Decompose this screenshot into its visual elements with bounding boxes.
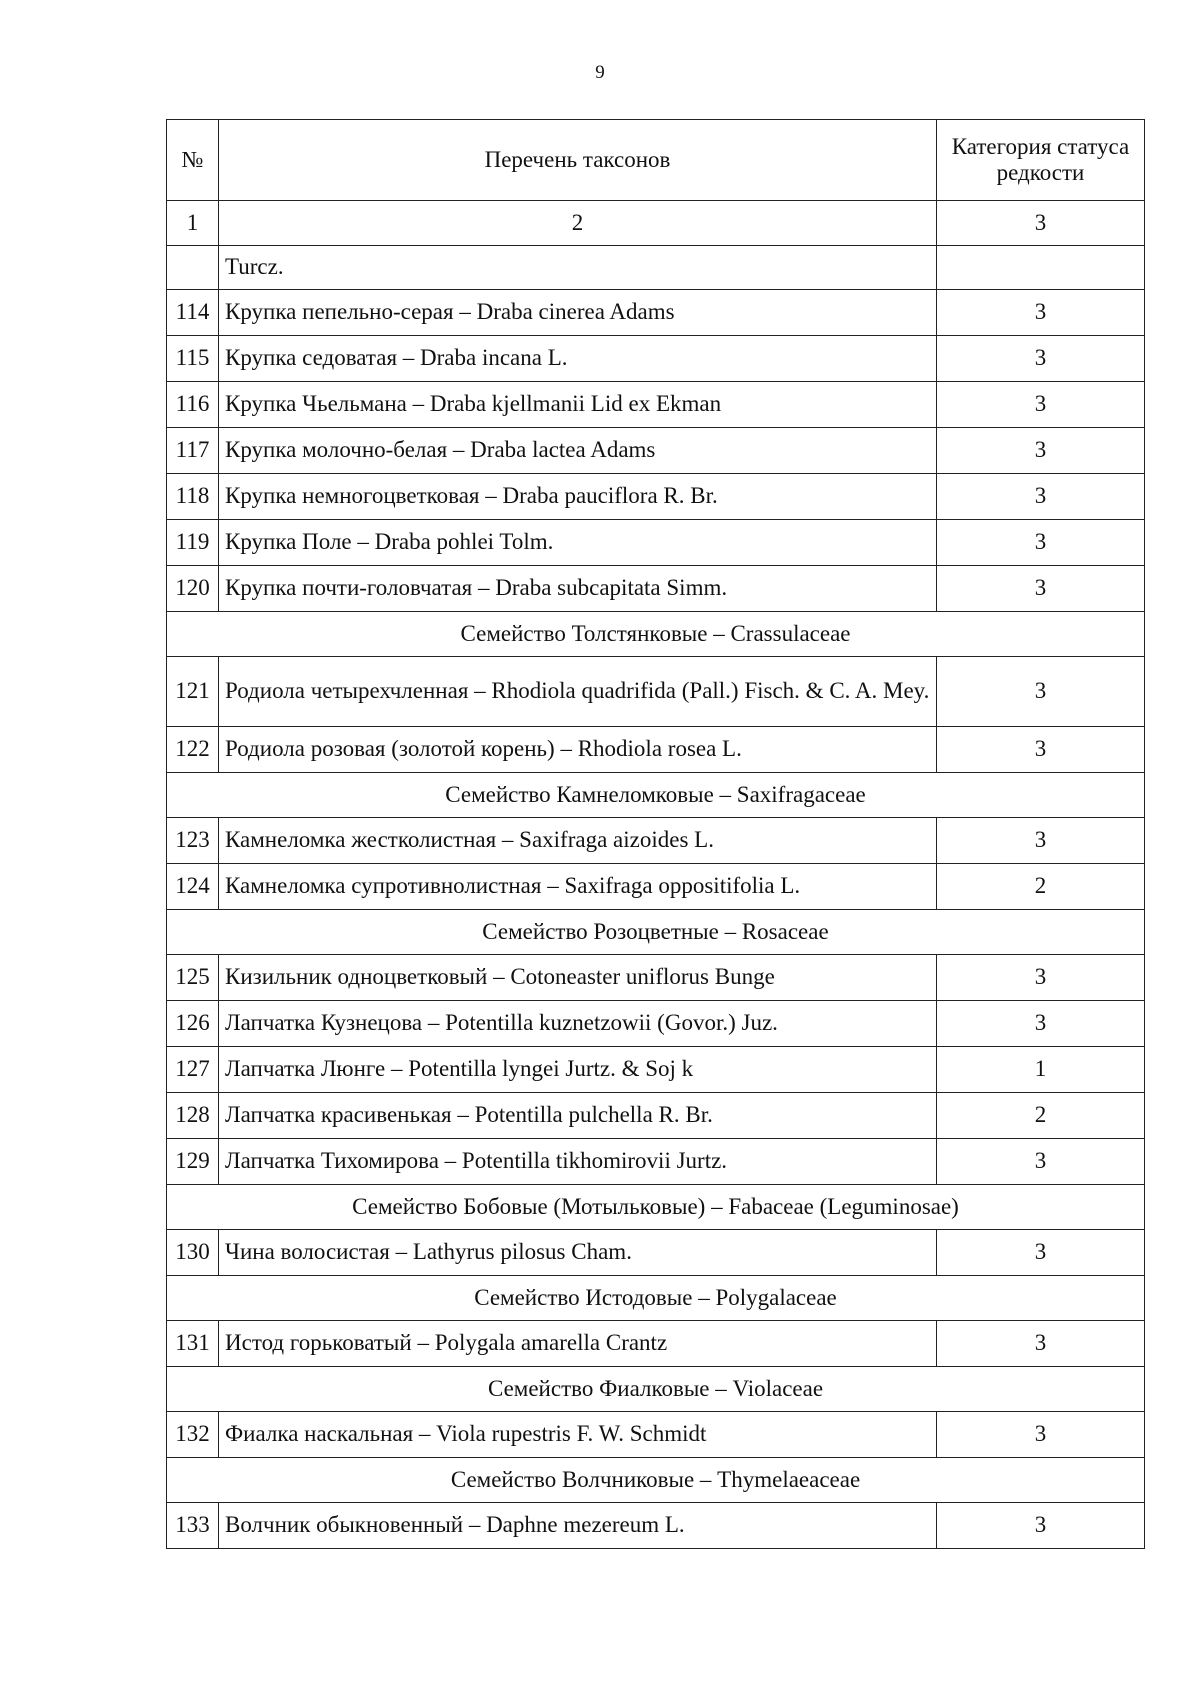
taxon-name: Крупка немногоцветковая – Draba pauciflora R. Br.: [219, 474, 937, 520]
rarity-category: [937, 246, 1145, 290]
family-name: Семейство Фиалковые – Violaceae: [167, 1367, 1145, 1412]
row-number: [167, 246, 219, 290]
row-number: 122: [167, 727, 219, 773]
column-index-2: 2: [219, 201, 937, 246]
header-rarity-category: Категория статуса редкости: [937, 120, 1145, 201]
rarity-category: 3: [937, 955, 1145, 1001]
taxon-name: Родиола четырехчленная – Rhodiola quadrifida (Pall.) Fisch. & C. A. Mey.: [219, 657, 937, 727]
row-number: 118: [167, 474, 219, 520]
rarity-category: 3: [937, 1321, 1145, 1367]
row-number: 125: [167, 955, 219, 1001]
taxon-name: Фиалка наскальная – Viola rupestris F. W. Schmidt: [219, 1412, 937, 1458]
rarity-category: 3: [937, 1503, 1145, 1549]
taxon-name: Лапчатка Тихомирова – Potentilla tikhomirovii Jurtz.: [219, 1139, 937, 1185]
table-row: [167, 727, 1145, 773]
rarity-category: 3: [937, 1139, 1145, 1185]
taxon-name: Камнеломка супротивнолистная – Saxifraga oppositifolia L.: [219, 864, 937, 910]
rarity-category: 3: [937, 727, 1145, 773]
column-index-3: 3: [937, 201, 1145, 246]
row-number: 133: [167, 1503, 219, 1549]
family-row: [167, 1276, 1145, 1321]
table-row: [167, 1230, 1145, 1276]
row-number: 121: [167, 657, 219, 727]
rarity-category: 3: [937, 474, 1145, 520]
table-row: [167, 474, 1145, 520]
table-row: [167, 955, 1145, 1001]
taxon-name: Камнеломка жестколистная – Saxifraga aizoides L.: [219, 818, 937, 864]
family-name: Семейство Толстянковые – Crassulaceae: [167, 612, 1145, 657]
header-row: [167, 120, 1145, 201]
family-row: [167, 1458, 1145, 1503]
rarity-category: 2: [937, 864, 1145, 910]
row-number: 131: [167, 1321, 219, 1367]
family-name: Семейство Розоцветные – Rosaceae: [167, 910, 1145, 955]
taxon-name: Крупка молочно-белая – Draba lactea Adams: [219, 428, 937, 474]
table-row: [167, 864, 1145, 910]
rarity-category: 3: [937, 290, 1145, 336]
family-row: [167, 773, 1145, 818]
family-name: Семейство Бобовые (Мотыльковые) – Fabaceae (Leguminosae): [167, 1185, 1145, 1230]
table-row: [167, 818, 1145, 864]
column-index-1: 1: [167, 201, 219, 246]
table-row: [167, 336, 1145, 382]
row-number: 129: [167, 1139, 219, 1185]
taxon-name: Крупка Чьельмана – Draba kjellmanii Lid ex Ekman: [219, 382, 937, 428]
rare-taxa-table: [166, 119, 1145, 1549]
rarity-category: 3: [937, 520, 1145, 566]
rarity-category: 3: [937, 382, 1145, 428]
family-name: Семейство Истодовые – Polygalaceae: [167, 1276, 1145, 1321]
table-row: [167, 1412, 1145, 1458]
family-row: [167, 1185, 1145, 1230]
taxon-name: Крупка седоватая – Draba incana L.: [219, 336, 937, 382]
family-name: Семейство Камнеломковые – Saxifragaceae: [167, 773, 1145, 818]
taxon-name: Лапчатка Кузнецова – Potentilla kuznetzowii (Govor.) Juz.: [219, 1001, 937, 1047]
table-row: [167, 428, 1145, 474]
rarity-category: 3: [937, 428, 1145, 474]
row-number: 123: [167, 818, 219, 864]
row-number: 115: [167, 336, 219, 382]
family-row: [167, 1367, 1145, 1412]
row-number: 128: [167, 1093, 219, 1139]
family-row: [167, 910, 1145, 955]
row-number: 117: [167, 428, 219, 474]
table-row: [167, 566, 1145, 612]
taxon-name: Кизильник одноцветковый – Cotoneaster uniflorus Bunge: [219, 955, 937, 1001]
table-row: [167, 290, 1145, 336]
family-row: [167, 612, 1145, 657]
header-number: №: [167, 120, 219, 201]
table-row: [167, 1001, 1145, 1047]
row-number: 127: [167, 1047, 219, 1093]
taxon-name: Волчник обыкновенный – Daphne mezereum L.: [219, 1503, 937, 1549]
taxon-name: Истод горьковатый – Polygala amarella Crantz: [219, 1321, 937, 1367]
taxon-name: Крупка почти-головчатая – Draba subcapitata Simm.: [219, 566, 937, 612]
table-row: [167, 520, 1145, 566]
table-row: [167, 1047, 1145, 1093]
taxon-name: Чина волосистая – Lathyrus pilosus Cham.: [219, 1230, 937, 1276]
taxon-name: Родиола розовая (золотой корень) – Rhodiola rosea L.: [219, 727, 937, 773]
row-number: 132: [167, 1412, 219, 1458]
row-number: 130: [167, 1230, 219, 1276]
rarity-category: 3: [937, 1001, 1145, 1047]
taxon-name: Лапчатка Люнге – Potentilla lyngei Jurtz. & Soj k: [219, 1047, 937, 1093]
rarity-category: 1: [937, 1047, 1145, 1093]
row-number: 114: [167, 290, 219, 336]
taxon-name: Turcz.: [219, 246, 937, 290]
header-taxa-list: Перечень таксонов: [219, 120, 937, 201]
rarity-category: 3: [937, 1412, 1145, 1458]
row-number: 120: [167, 566, 219, 612]
row-number: 126: [167, 1001, 219, 1047]
page-number: 9: [595, 62, 605, 83]
row-number: 116: [167, 382, 219, 428]
table-row: [167, 657, 1145, 727]
table-row: [167, 1503, 1145, 1549]
table-row: [167, 382, 1145, 428]
family-name: Семейство Волчниковые – Thymelaeaceae: [167, 1458, 1145, 1503]
rarity-category: 2: [937, 1093, 1145, 1139]
rarity-category: 3: [937, 818, 1145, 864]
table-row: [167, 1139, 1145, 1185]
rarity-category: 3: [937, 336, 1145, 382]
taxon-name: Крупка пепельно-серая – Draba cinerea Adams: [219, 290, 937, 336]
taxon-name: Крупка Поле – Draba pohlei Tolm.: [219, 520, 937, 566]
table-body: [167, 120, 1145, 1549]
column-index-row: [167, 201, 1145, 246]
continuation-row: [167, 246, 1145, 290]
row-number: 119: [167, 520, 219, 566]
row-number: 124: [167, 864, 219, 910]
rarity-category: 3: [937, 657, 1145, 727]
taxon-name: Лапчатка красивенькая – Potentilla pulchella R. Br.: [219, 1093, 937, 1139]
table-row: [167, 1321, 1145, 1367]
table-row: [167, 1093, 1145, 1139]
rarity-category: 3: [937, 1230, 1145, 1276]
rarity-category: 3: [937, 566, 1145, 612]
